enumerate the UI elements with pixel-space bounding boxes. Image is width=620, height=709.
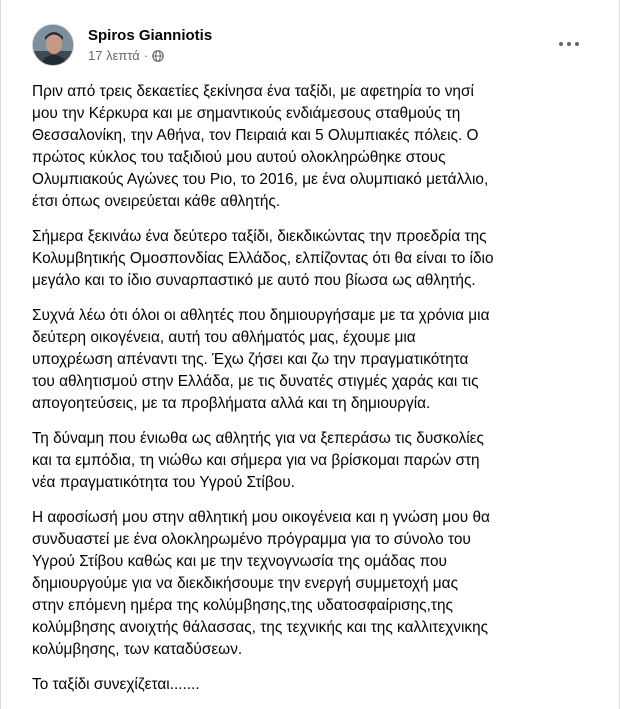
menu-dot — [567, 42, 571, 46]
avatar-image — [33, 25, 74, 66]
post-time[interactable]: 17 λεπτά — [88, 48, 140, 63]
post-header — [32, 23, 212, 67]
menu-dot — [559, 42, 563, 46]
paragraph: Τη δύναμη που ένιωθα ως αθλητής για να ξεπεράσω τις δυσκολίες και τα εμπόδια, τη νιώθω και σήμερα για να βρίσκομαι παρών στη νέα πραγματικότητα του Υγρού Στίβου. — [32, 430, 484, 491]
paragraph: Η αφοσίωσή μου στην αθλητική μου οικογένεια και η γνώση μου θα συνδυαστεί με ένα ολοκληρωμένο πρόγραμμα για το σύνολο του Υγρού Στίβου καθώς και με την τεχνογνωσία της ομάδας που δημιουργούμε για να διεκδικήσουμε την ενεργή συμμετοχή μας στην επόμενη ημέρα της κολύμβησης,της υδατοσφαίρισης,της κολύμβησης ανοιχτής θάλασσας, της τεχνικής και της καλλιτεχνικης κολύμβησης, των καταδύσεων. — [32, 509, 490, 658]
author-name[interactable]: Spiros Gianniotis — [88, 27, 213, 44]
menu-dot — [575, 42, 579, 46]
paragraph: Συχνά λέω ότι όλοι οι αθλητές που δημιουργήσαμε με τα χρόνια μια δεύτερη οικογένεια, αυτή του αθλήματός μας, έχουμε μια υποχρέωση απέναντι της. Έχω ζήσει και ζω την πραγματικότητα του αθλητισμού στην Ελλάδα, με τις δυνατές στιγμές χαράς και τις απογοητεύσεις, με τα προβλήματα αλλά και τη δημιουργία. — [32, 307, 490, 412]
separator-dot: · — [143, 48, 149, 63]
globe-icon[interactable] — [152, 50, 164, 62]
avatar[interactable] — [32, 24, 74, 66]
post-subline — [88, 47, 212, 64]
more-options-icon[interactable] — [555, 34, 583, 54]
paragraph: Το ταξίδι συνεχίζεται....... — [32, 676, 200, 693]
post-meta — [88, 26, 212, 64]
paragraph: Πριν από τρεις δεκαετίες ξεκίνησα ένα ταξίδι, με αφετηρία το νησί μου την Κέρκυρα και με σημαντικούς ενδιάμεσους σταθμούς τη Θεσσαλονίκη, την Αθήνα, τον Πειραιά και 5 Ολυμπιακές πόλεις. Ο πρώτος κύκλος του ταξιδιού μου αυτού ολοκληρώθηκε στους Ολυμπιακούς Αγώνες του Ριο, το 2016, με ένα ολυμπιακό μετάλλιο, έτσι όπως ονειρεύεται κάθε αθλητής. — [32, 83, 489, 210]
post-text — [32, 81, 590, 709]
paragraph: Σήμερα ξεκινάω ένα δεύτερο ταξίδι, διεκδικώντας την προεδρία της Κολυμβητικής Ομοσπονδίας Ελλάδος, ελπίζοντας ότι θα είναι το ίδιο μεγάλο και το ίδιο συναρπαστικό με αυτό που βίωσα ως αθλητής. — [32, 228, 494, 289]
